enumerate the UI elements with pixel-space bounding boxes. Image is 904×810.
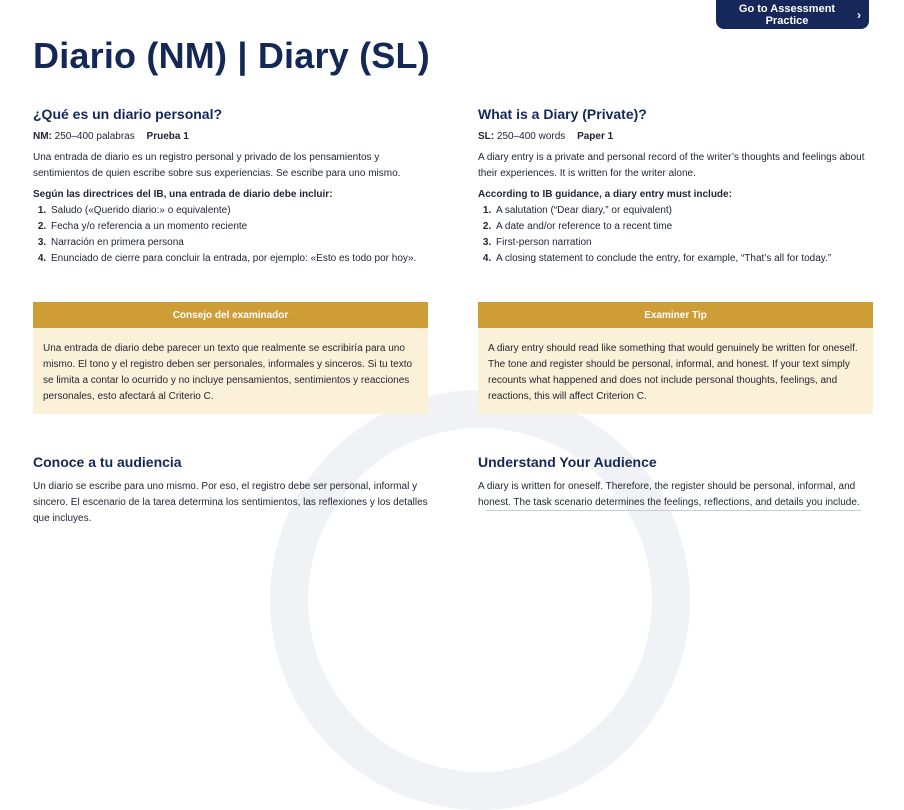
list-item: 3. First-person narration — [494, 235, 873, 251]
english-paper-label: Paper 1 — [577, 131, 614, 142]
english-must-include-label: According to IB guidance, a diary entry must include: — [478, 189, 732, 200]
spanish-meta — [33, 131, 428, 142]
english-audience-section — [478, 454, 873, 516]
list-item: 2. A date and/or reference to a recent time — [494, 219, 873, 235]
english-examiner-tip-box — [478, 302, 873, 414]
background-watermark-ring — [270, 390, 690, 810]
spanish-intro-section — [33, 106, 428, 267]
english-word-count: 250–400 words — [496, 131, 566, 142]
spanish-requirements-list — [33, 203, 428, 267]
spanish-audience-text: Un diario se escribe para uno mismo. Por eso, el registro debe ser personal, informal y sincero. El escenario de la tarea determina los sentimientos, las reflexiones y los detalles que incluyes. — [33, 481, 428, 524]
spanish-paper-label: Prueba 1 — [146, 131, 189, 142]
list-item: 3. Narración en primera persona — [49, 235, 428, 251]
list-item: 4. Enunciado de cierre para concluir la entrada, por ejemplo: «Esto es todo por hoy». — [49, 251, 428, 267]
english-section-heading: What is a Diary (Private)? — [478, 106, 647, 122]
divider — [486, 510, 861, 511]
list-item: 2. Fecha y/o referencia a un momento reciente — [49, 219, 428, 235]
chevron-right-icon: › — [857, 7, 861, 22]
english-meta — [478, 131, 873, 142]
spanish-word-count: 250–400 palabras — [54, 131, 135, 142]
english-intro-section — [478, 106, 873, 267]
spanish-must-include-label: Según las directrices del IB, una entrada de diario debe incluir: — [33, 189, 333, 200]
spanish-tip-title: Consejo del examinador — [33, 302, 428, 328]
english-audience-heading: Understand Your Audience — [478, 454, 657, 470]
list-item: 1. Saludo («Querido diario:» o equivalente) — [49, 203, 428, 219]
spanish-audience-section — [33, 454, 428, 532]
spanish-description: Una entrada de diario es un registro personal y privado de los pensamientos y sentimientos de quien escribe sobre sus experiencias. Se escribe para uno mismo. — [33, 152, 401, 179]
spanish-examiner-tip-box — [33, 302, 428, 414]
english-description: A diary entry is a private and personal record of the writer’s thoughts and feelings about their experiences. It is written for the writer alone. — [478, 152, 865, 179]
practice-button-label: Go to Assessment Practice — [738, 2, 836, 27]
spanish-section-heading: ¿Qué es un diario personal? — [33, 106, 223, 122]
page-title: Diario (NM) | Diary (SL) — [33, 35, 430, 76]
spanish-level-label: NM: — [33, 131, 52, 142]
english-requirements-list — [478, 203, 873, 267]
english-tip-title: Examiner Tip — [478, 302, 873, 328]
spanish-tip-text: Una entrada de diario debe parecer un texto que realmente se escribiría para uno mismo. El tono y el registro deben ser personales, informales y sinceros. Si tu texto se limita a contar lo ocurrido y no incluye pensamientos, sentimientos y reacciones personales, esto afectará al Criterio C. — [43, 343, 413, 402]
spanish-audience-heading: Conoce a tu audiencia — [33, 454, 182, 470]
list-item: 1. A salutation (“Dear diary,” or equivalent) — [494, 203, 873, 219]
list-item: 4. A closing statement to conclude the entry, for example, “That’s all for today.” — [494, 251, 873, 267]
go-to-assessment-practice-button[interactable] — [716, 0, 869, 29]
english-tip-text: A diary entry should read like something that would genuinely be written for oneself. The tone and register should be personal, informal, and honest. If your text simply recounts what happened and does not include personal thoughts, feelings, and reactions, this will affect Criterion C. — [488, 343, 858, 402]
english-audience-text: A diary is written for oneself. Therefore, the register should be personal, informal, and honest. The task scenario determines the feelings, reflections, and details you include. — [478, 481, 860, 508]
english-level-label: SL: — [478, 131, 495, 142]
